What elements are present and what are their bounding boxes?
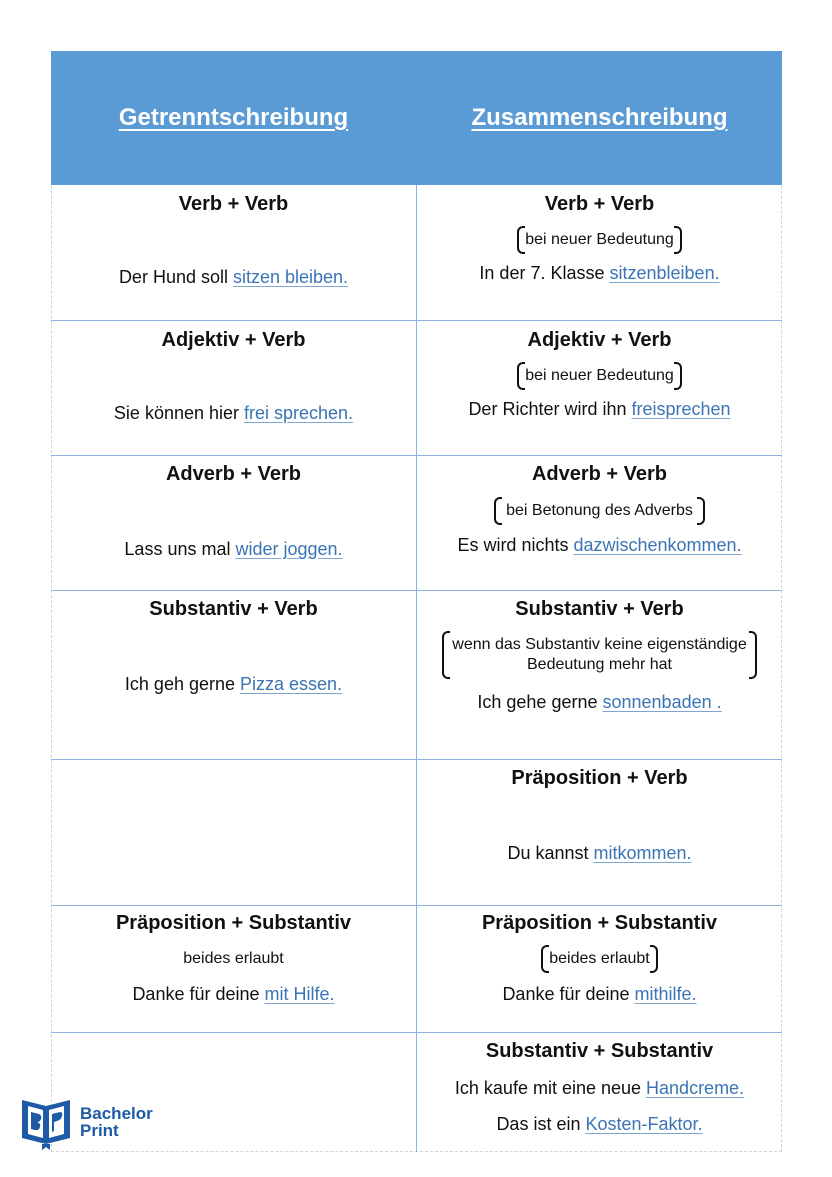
row6-right-cell [417, 911, 782, 1005]
cell-title: Präposition + Substantiv [115, 912, 352, 934]
example-link[interactable]: sitzenbleiben. [609, 263, 720, 283]
example-sentence: Es wird nichts dazwischenkommen. [457, 535, 742, 555]
row1-left-cell [51, 192, 416, 288]
example-sentence: Danke für deine mit Hilfe. [132, 984, 335, 1004]
cell-title: Verb + Verb [178, 193, 289, 215]
example-sentence: Ich kaufe mit eine neue Handcreme. [454, 1078, 745, 1098]
example-link[interactable]: mithilfe. [634, 984, 697, 1004]
row-divider [51, 320, 782, 321]
example-sentence: Ich gehe gerne sonnenbaden . [477, 692, 722, 712]
example-link[interactable]: Handcreme. [646, 1078, 745, 1098]
cell-title: Adverb + Verb [531, 463, 668, 485]
row6-left-cell [51, 911, 416, 1005]
cell-title: Substantiv + Substantiv [485, 1040, 714, 1062]
example-link[interactable]: mit Hilfe. [264, 984, 335, 1004]
cell-title: Verb + Verb [544, 193, 655, 215]
header-zusammenschreibung[interactable]: Zusammenschreibung [471, 104, 728, 131]
example-link[interactable]: frei sprechen. [244, 403, 354, 423]
cell-title: Präposition + Substantiv [481, 912, 718, 934]
example-sentence: Lass uns mal wider joggen. [124, 539, 343, 559]
example-link[interactable]: mitkommen. [593, 843, 692, 863]
example-sentence: Der Richter wird ihn freisprechen [468, 399, 731, 419]
condition-note [417, 501, 782, 521]
bachelorprint-book-logo-icon [18, 1094, 74, 1150]
row2-right-cell [417, 328, 782, 420]
cell-title: Adverb + Verb [165, 463, 302, 485]
bachelorprint-logo[interactable] [18, 1094, 153, 1150]
row-divider [51, 455, 782, 456]
example-sentence: Der Hund soll sitzen bleiben. [118, 267, 349, 287]
row4-right-cell [417, 597, 782, 713]
bracket-note: wenn das Substantiv keine eigenständige Bedeutung mehr hat [442, 635, 756, 675]
row5-right-cell [417, 766, 782, 864]
row2-left-cell [51, 328, 416, 424]
cell-title: Präposition + Verb [511, 767, 688, 789]
cell-title: Substantiv + Verb [149, 598, 318, 620]
row7-right-cell [417, 1039, 782, 1135]
row-divider [51, 759, 782, 760]
cell-title: Adjektiv + Verb [161, 329, 306, 351]
condition-note [417, 366, 782, 386]
condition-note [417, 230, 782, 250]
example-sentence: In der 7. Klasse sitzenbleiben. [479, 263, 720, 283]
row-divider [51, 590, 782, 591]
condition-note: beides erlaubt [183, 950, 284, 967]
logo-wordmark: Bachelor Print [80, 1104, 153, 1140]
bracket-note: bei Betonung des Adverbs [494, 501, 705, 521]
row3-right-cell [417, 462, 782, 556]
example-link[interactable]: Kosten-Faktor. [585, 1114, 703, 1134]
example-sentence: Ich geh gerne Pizza essen. [124, 674, 343, 694]
example-link[interactable]: freisprechen [631, 399, 731, 419]
row1-right-cell [417, 192, 782, 284]
example-link[interactable]: wider joggen. [235, 539, 343, 559]
condition-note [417, 635, 782, 675]
example-sentence: Sie können hier frei sprechen. [113, 403, 354, 423]
example-link[interactable]: sitzen bleiben. [232, 267, 349, 287]
example-link[interactable]: Pizza essen. [240, 674, 343, 694]
bracket-note: bei neuer Bedeutung [517, 366, 682, 386]
cell-title: Substantiv + Verb [515, 598, 684, 620]
row-divider [51, 1032, 782, 1033]
example-sentence: Das ist ein Kosten-Faktor. [496, 1114, 703, 1134]
example-link[interactable]: sonnenbaden . [602, 692, 722, 712]
header-getrenntschreibung[interactable]: Getrenntschreibung [118, 104, 349, 131]
row-divider [51, 905, 782, 906]
row3-left-cell [51, 462, 416, 560]
example-link[interactable]: dazwischenkommen. [573, 535, 742, 555]
row4-left-cell [51, 597, 416, 695]
bracket-note: bei neuer Bedeutung [517, 230, 682, 250]
example-sentence: Danke für deine mithilfe. [502, 984, 697, 1004]
condition-note [417, 949, 782, 969]
table-header [51, 51, 782, 185]
bracket-note: beides erlaubt [541, 949, 658, 969]
example-sentence: Du kannst mitkommen. [507, 843, 692, 863]
cell-title: Adjektiv + Verb [527, 329, 672, 351]
